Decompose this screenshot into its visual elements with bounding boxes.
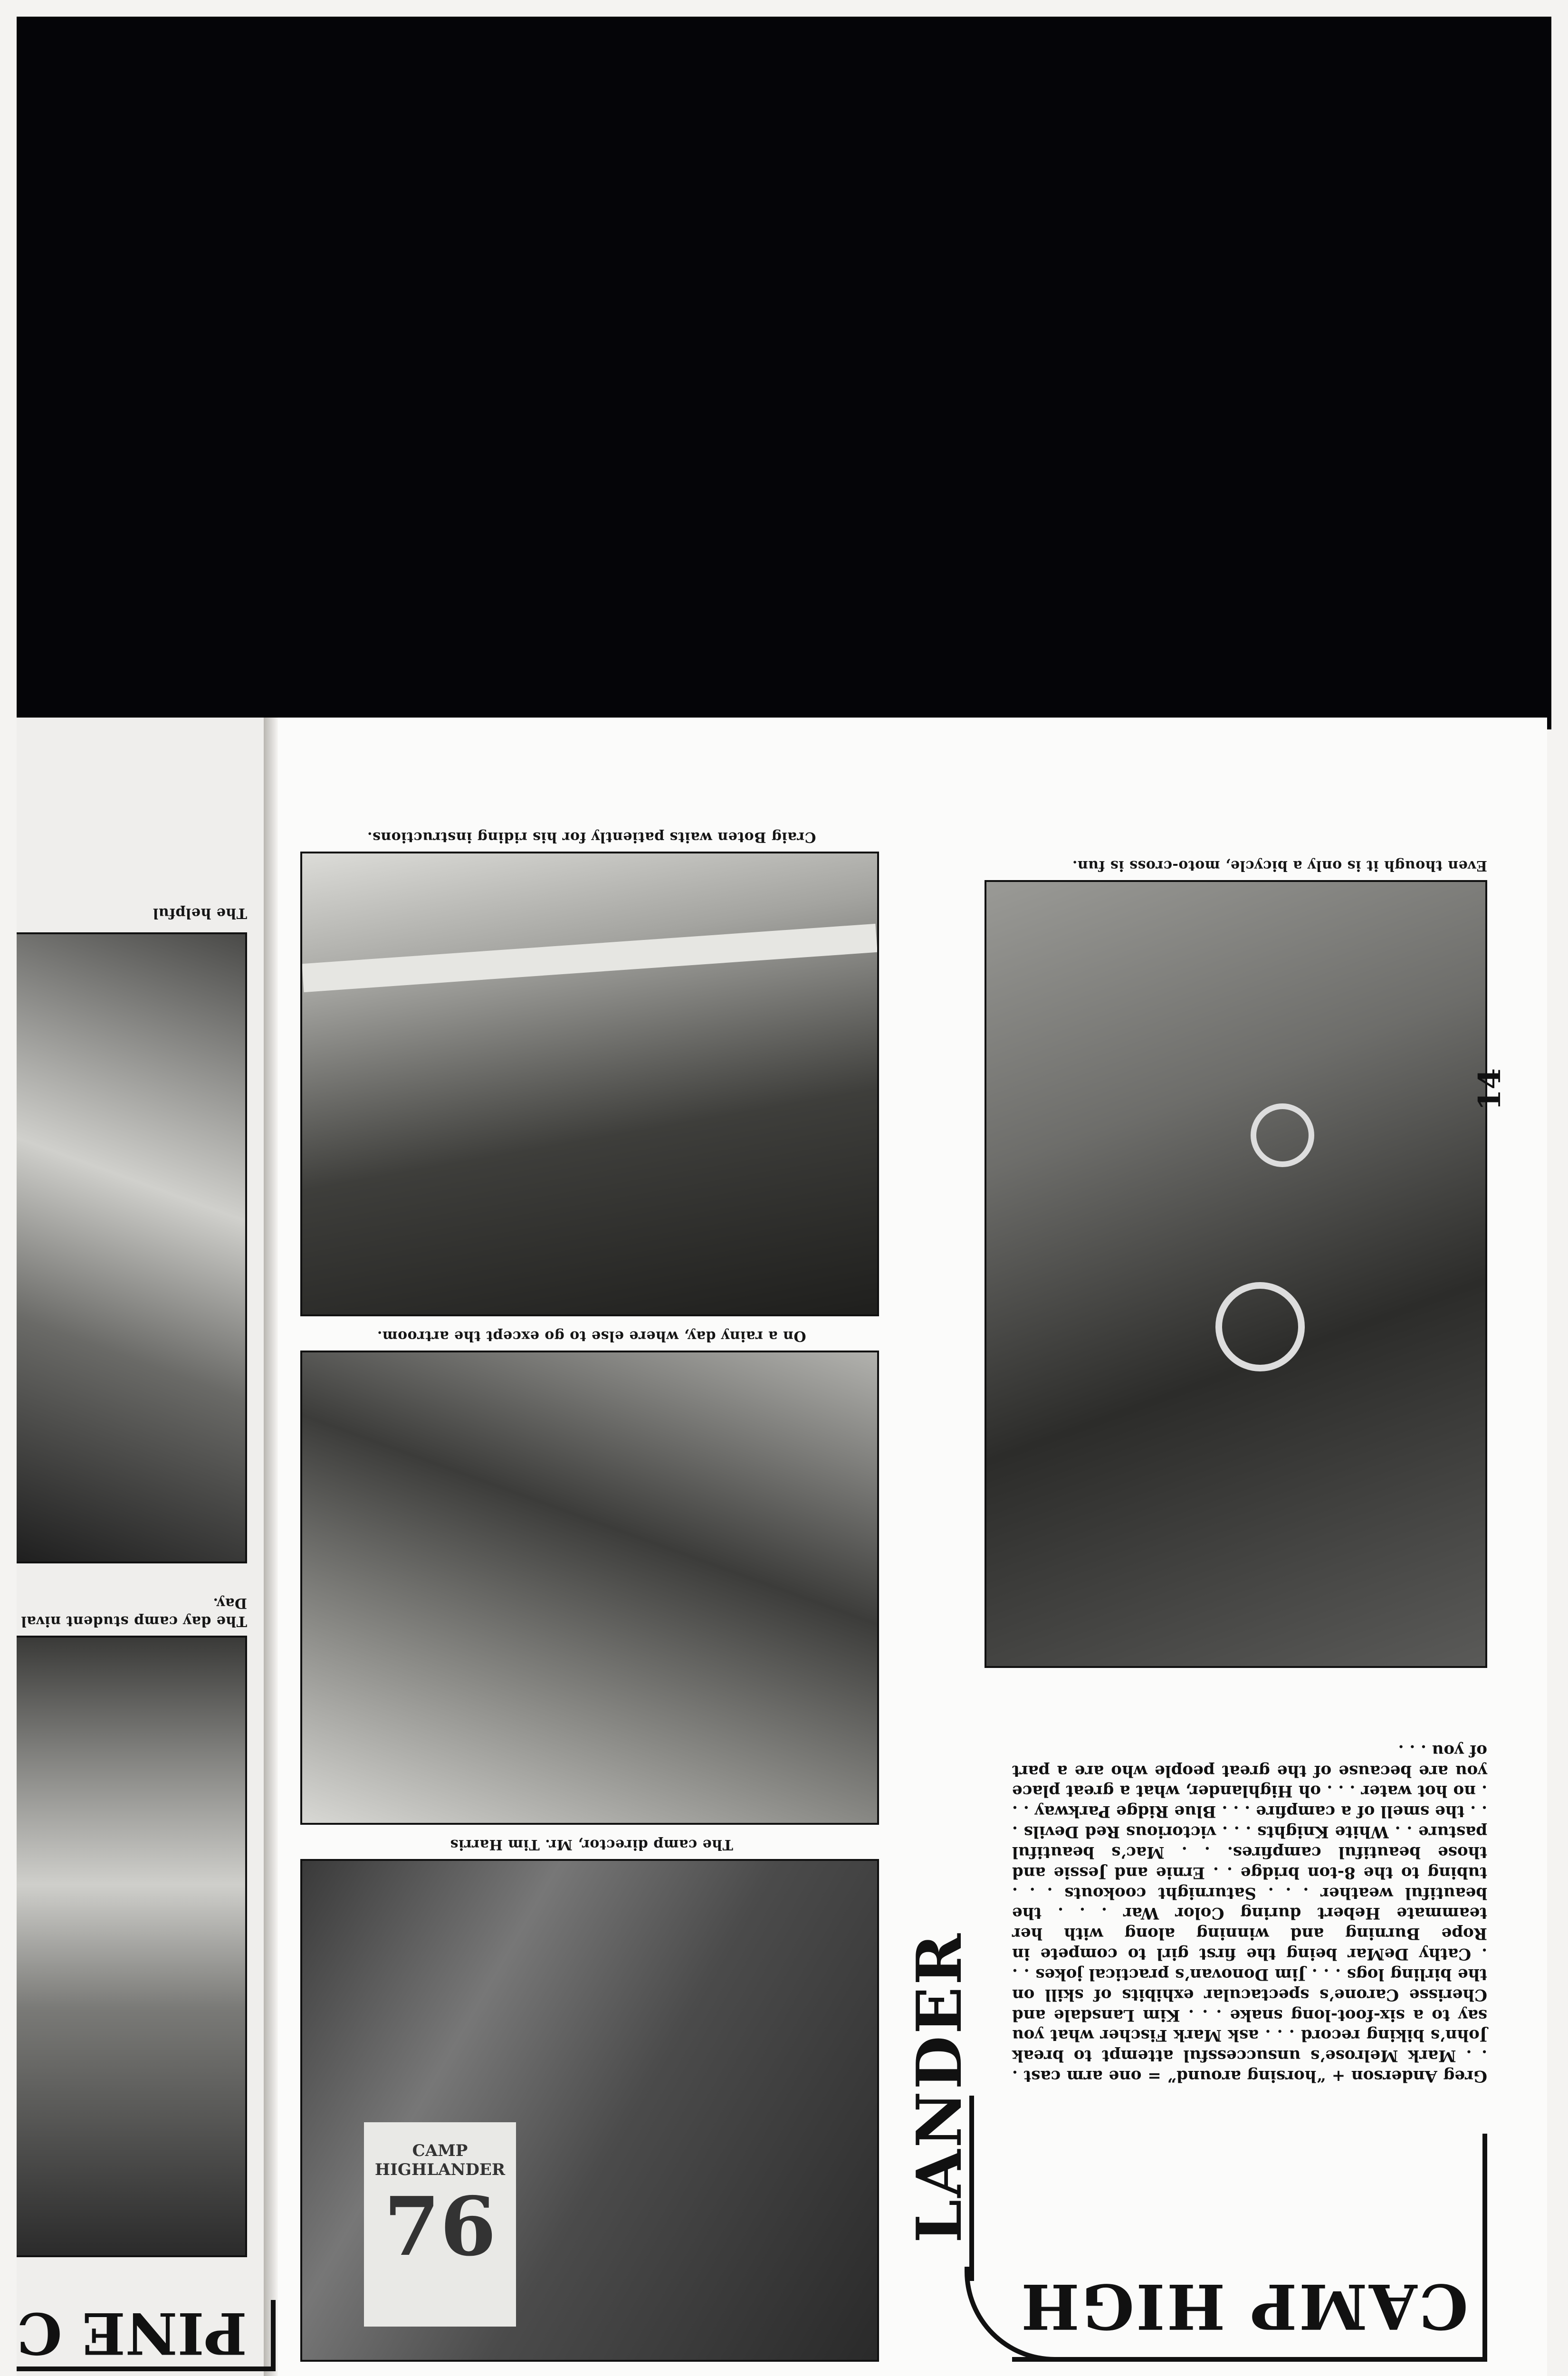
story-text: Greg Anderson + “horsing around” = one arm cast . . . Mark Melrose’s unsuccessful attempt to break John’s biking record . . . ask Mark Fischer what you say to a six-foot-long snake . . . Kim Lansdale and Cherisse Carone’s spectacular exhibits of skill on the birling logs . . . Jim Donovan’s practical jokes . . . Cathy DeMar being the first girl to compete in Rope Burning and winning along with her teammate Hebert during Color War . . . the beautiful weather . . . Saturnight cookouts . . . tubing to the 8-ton bridge . . Ernie and Jessie and those beautiful campfires. . . Mac’s beautiful pasture . . White Knights . . . victorious Red Devils . . . the smell of a campfire . . . Blue Ridge Parkway . . . no hot water . . . oh Highlander, what a great place you are because of the great people who are a part of you . . . xyxy=(1012,1741,1487,2086)
scanner-background xyxy=(17,17,1551,729)
left-caption-bottom: The helpful xyxy=(153,905,247,921)
riding-photo xyxy=(300,852,879,1316)
jersey-text: CAMP HIGHLANDER xyxy=(374,2141,506,2179)
right-page-content xyxy=(271,718,1544,2376)
bicycle-caption: Even though it is only a bicycle, moto-cross is fun. xyxy=(1072,857,1487,874)
artroom-photo xyxy=(300,1351,879,1825)
left-caption-top: The day camp student nival Day. xyxy=(20,1595,247,1629)
bicycle-photo xyxy=(985,880,1487,1668)
title-camp-high: CAMP HIGH xyxy=(1019,2270,1468,2343)
riding-caption: Craig Boten waits patiently for his riding instructions. xyxy=(367,829,816,845)
director-photo xyxy=(300,1859,879,2362)
left-page-title: PINE C xyxy=(17,2299,247,2366)
left-page-content xyxy=(17,718,276,2376)
section-title xyxy=(903,1932,1487,2362)
left-photo-bottom xyxy=(17,932,247,1563)
page-number: 14 xyxy=(1472,1068,1508,1111)
jersey-print xyxy=(364,2122,516,2327)
director-caption: The camp director, Mr. Tim Harris xyxy=(450,1836,733,1853)
artroom-caption: On a rainy day, where else to go except the artroom. xyxy=(377,1328,806,1344)
title-lander: LANDER xyxy=(903,1932,975,2243)
left-photo-top xyxy=(17,1636,247,2257)
jersey-number: 76 xyxy=(383,2179,497,2274)
